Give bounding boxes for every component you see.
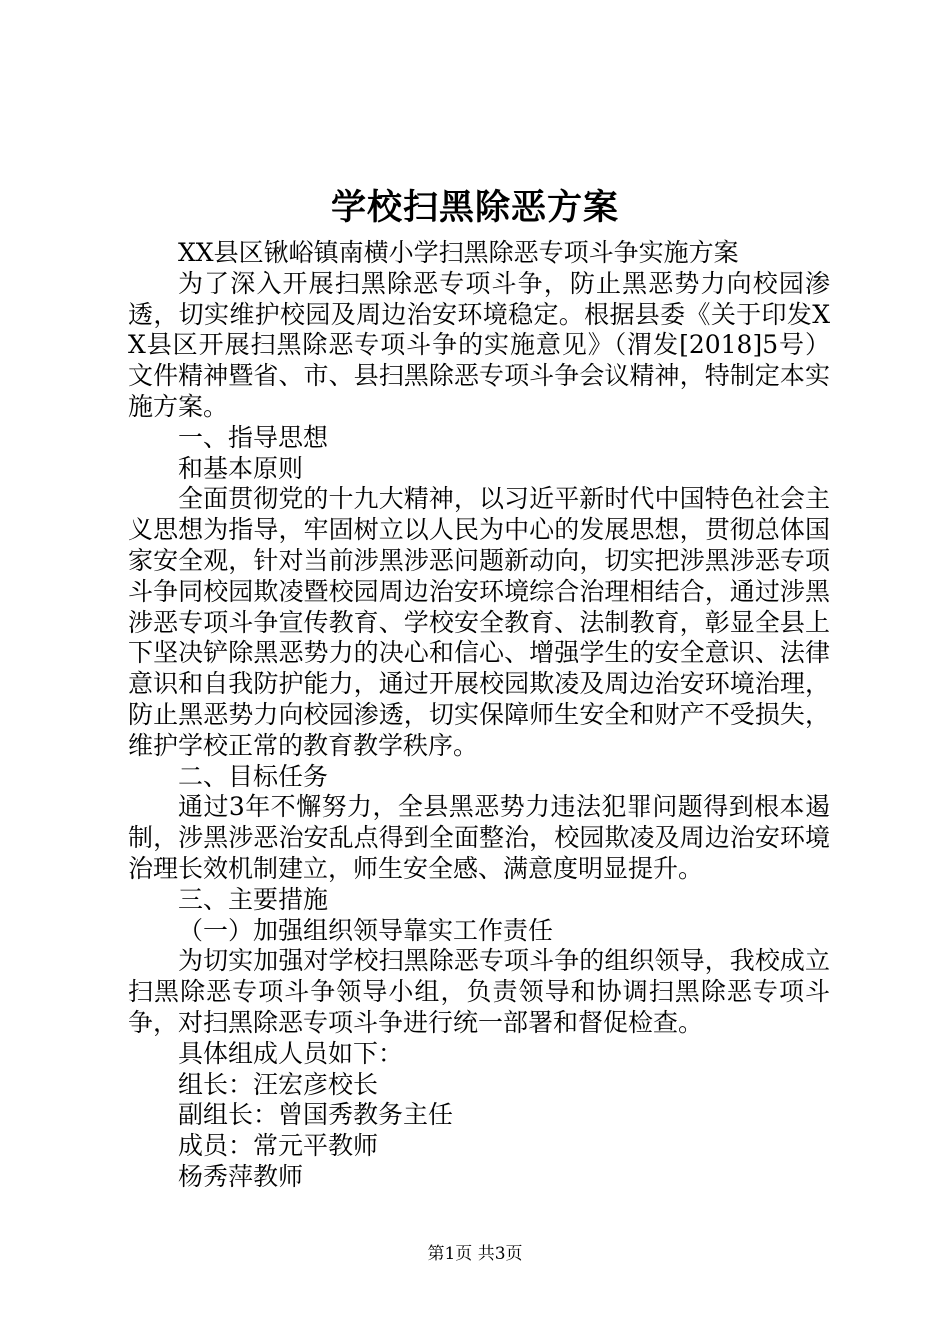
heading-main-measures: 三、主要措施 — [178, 884, 329, 914]
paragraph-objectives-content: 通过3年不懈努力，全县黑恶势力违法犯罪问题得到根本遏制，涉黑涉恶治安乱点得到全面整治，校园欺凌及周边治安环境治理长效机制建立，师生安全感、满意度明显提升。 — [128, 792, 830, 883]
paragraph-guiding-content: 全面贯彻党的十九大精神，以习近平新时代中国特色社会主义思想为指导，牢固树立以人民为中心的发展思想，贯彻总体国家安全观，针对当前涉黑涉恶问题新动向，切实把涉黑涉恶专项斗争同校园欺凌暨校园周边治安环境综合治理相结合，通过涉黑涉恶专项斗争宣传教育、学校安全教育、法制教育，彰显全县上下坚决铲除黑恶势力的决心和信心、增强学生的安全意识、法律意识和自我防护能力，通过开展校园欺凌及周边治安环境治理，防止黑恶势力向校园渗透，切实保障师生安全和财产不受损失，维护学校正常的教育教学秩序。 — [128, 484, 830, 760]
member-leader: 组长：汪宏彦校长 — [178, 1069, 379, 1099]
document-body — [128, 238, 830, 1193]
paragraph-intro: 为了深入开展扫黑除恶专项斗争，防止黑恶势力向校园渗透，切实维护校园及周边治安环境稳定。根据县委《关于印发XX县区开展扫黑除恶专项斗争的实施意见》（渭发[2018]5号）文件精神暨省、市、县扫黑除恶专项斗争会议精神，特制定本实施方案。 — [128, 268, 830, 421]
heading-basic-principles: 和基本原则 — [178, 453, 304, 483]
document-title: 学校扫黑除恶方案 — [330, 187, 619, 228]
paragraph-organization-content: 为切实加强对学校扫黑除恶专项斗争的组织领导，我校成立扫黑除恶专项斗争领导小组，负责领导和协调扫黑除恶专项斗争，对扫黑除恶专项斗争进行统一部署和督促检查。 — [128, 946, 830, 1037]
page-footer: 第1页 共3页 — [427, 1244, 523, 1264]
member-1: 成员：常元平教师 — [178, 1131, 379, 1161]
paragraph-subtitle: XX县区锹峪镇南横小学扫黑除恶专项斗争实施方案 — [178, 238, 739, 267]
paragraph-members-intro: 具体组成人员如下： — [178, 1038, 404, 1068]
member-deputy-leader: 副组长：曾国秀教务主任 — [178, 1100, 454, 1130]
member-2: 杨秀萍教师 — [178, 1161, 304, 1191]
heading-objectives: 二、目标任务 — [178, 761, 329, 791]
heading-guiding-thought: 一、指导思想 — [178, 422, 329, 452]
subheading-organization: （一）加强组织领导靠实工作责任 — [178, 915, 554, 945]
